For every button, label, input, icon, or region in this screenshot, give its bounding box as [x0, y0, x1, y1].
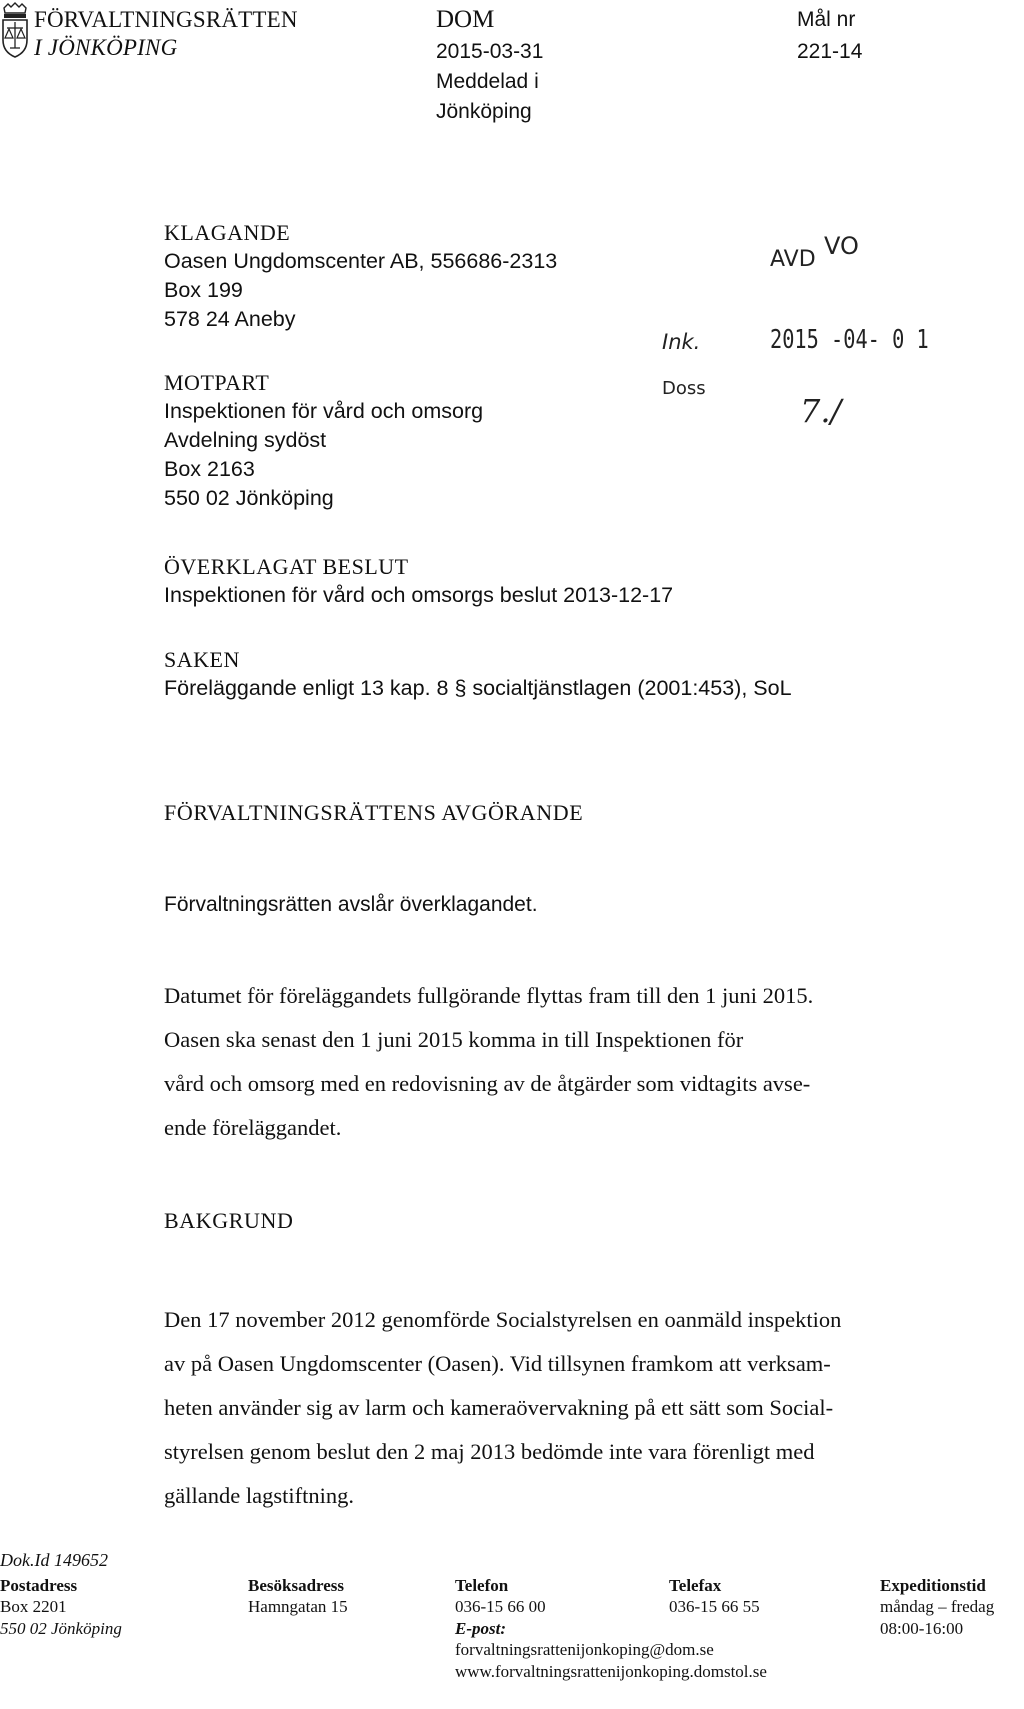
telefax-value: 036-15 66 55 — [669, 1597, 760, 1616]
telefax-label: Telefax — [669, 1576, 722, 1595]
telefon-label: Telefon — [455, 1576, 509, 1595]
bakgrund-line: styrelsen genom beslut den 2 maj 2013 bedömde inte vara förenligt med — [164, 1439, 815, 1464]
avgorande-line: Datumet för föreläggandets fullgörande flyttas fram till den 1 juni 2015. — [164, 983, 814, 1008]
postadress-line: 550 02 Jönköping — [0, 1619, 122, 1638]
epost-value: forvaltningsrattenijonkoping@dom.se — [455, 1640, 714, 1659]
klagande-line: 578 24 Aneby — [164, 307, 296, 331]
stamp-ink-label: Ink. — [662, 330, 701, 354]
web-value: www.forvaltningsrattenijonkoping.domstol.se — [455, 1662, 767, 1681]
motpart-line: Avdelning sydöst — [164, 428, 327, 452]
motpart-line: Inspektionen för vård och omsorg — [164, 399, 484, 423]
avgorande-line: Oasen ska senast den 1 juni 2015 komma in till Inspektionen för — [164, 1027, 744, 1052]
overklagat-text: Inspektionen för vård och omsorgs beslut 2013-12-17 — [164, 583, 674, 607]
bakgrund-line: av på Oasen Ungdomscenter (Oasen). Vid tillsynen framkom att verksam- — [164, 1351, 831, 1376]
avgorande-line: vård och omsorg med en redovisning av de åtgärder som vidtagits avse- — [164, 1071, 811, 1096]
saken-text: Föreläggande enligt 13 kap. 8 § socialtjänstlagen (2001:453), SoL — [164, 676, 792, 700]
avgorande-line: ende föreläggandet. — [164, 1115, 342, 1140]
footer-besok — [248, 1575, 348, 1618]
document-date: 2015-03-31 — [436, 40, 544, 63]
stamp-avd-label: AVD — [770, 247, 816, 272]
besok-line: Hamngatan 15 — [248, 1597, 348, 1616]
saken-block — [164, 645, 792, 703]
bakgrund-line: Den 17 november 2012 genomförde Socialstyrelsen en oanmäld inspektion — [164, 1307, 842, 1332]
avgorande-heading: FÖRVALTNINGSRÄTTENS AVGÖRANDE — [164, 800, 584, 825]
motpart-block — [164, 368, 483, 513]
court-name — [34, 6, 298, 62]
dok-id: Dok.Id 149652 — [0, 1550, 108, 1570]
exp-line: 08:00-16:00 — [880, 1619, 964, 1638]
motpart-line: 550 02 Jönköping — [164, 486, 334, 510]
case-number-label: Mål nr — [797, 8, 856, 31]
exp-label: Expeditionstid — [880, 1576, 986, 1595]
klagande-block — [164, 218, 557, 334]
stamp-doss-value: 7./ — [800, 392, 842, 430]
avgorande-para2 — [164, 974, 813, 1150]
motpart-line: Box 2163 — [164, 457, 255, 481]
court-name-line2: I JÖNKÖPING — [34, 35, 178, 60]
case-number: 221-14 — [797, 40, 863, 63]
stamp-received-date: 2015 -04- 0 1 — [770, 325, 929, 355]
court-crest-icon — [0, 2, 30, 58]
overklagat-heading: ÖVERKLAGAT BESLUT — [164, 554, 409, 579]
epost-label: E-post: — [455, 1619, 506, 1638]
exp-line: måndag – fredag — [880, 1597, 995, 1616]
document-type: DOM — [436, 6, 495, 33]
avgorande-para1: Förvaltningsrätten avslår överklagandet. — [164, 893, 538, 916]
bakgrund-para — [164, 1298, 841, 1518]
court-name-line1: FÖRVALTNINGSRÄTTEN — [34, 7, 298, 32]
bakgrund-line: heten använder sig av larm och kameraövervakning på ett sätt som Social- — [164, 1395, 834, 1420]
besok-label: Besöksadress — [248, 1576, 345, 1595]
telefon-value: 036-15 66 00 — [455, 1597, 546, 1616]
motpart-heading: MOTPART — [164, 370, 270, 395]
postadress-line: Box 2201 — [0, 1597, 67, 1616]
footer-telefax — [669, 1575, 760, 1618]
klagande-line: Box 199 — [164, 278, 243, 302]
document-type-block — [436, 6, 543, 126]
stamp-avd-value: VO — [824, 232, 859, 260]
klagande-heading: KLAGANDE — [164, 220, 291, 245]
announced-line2: Jönköping — [436, 100, 532, 123]
footer-expeditionstid — [880, 1575, 994, 1640]
saken-heading: SAKEN — [164, 647, 240, 672]
overklagat-block — [164, 552, 673, 610]
stamp-doss-label: Doss — [662, 378, 706, 399]
postadress-label: Postadress — [0, 1576, 78, 1595]
klagande-line: Oasen Ungdomscenter AB, 556686-2313 — [164, 249, 558, 273]
footer-postadress — [0, 1575, 122, 1640]
announced-line1: Meddelad i — [436, 70, 539, 93]
bakgrund-heading: BAKGRUND — [164, 1208, 294, 1233]
bakgrund-line: gällande lagstiftning. — [164, 1483, 354, 1508]
case-number-block — [797, 6, 862, 66]
